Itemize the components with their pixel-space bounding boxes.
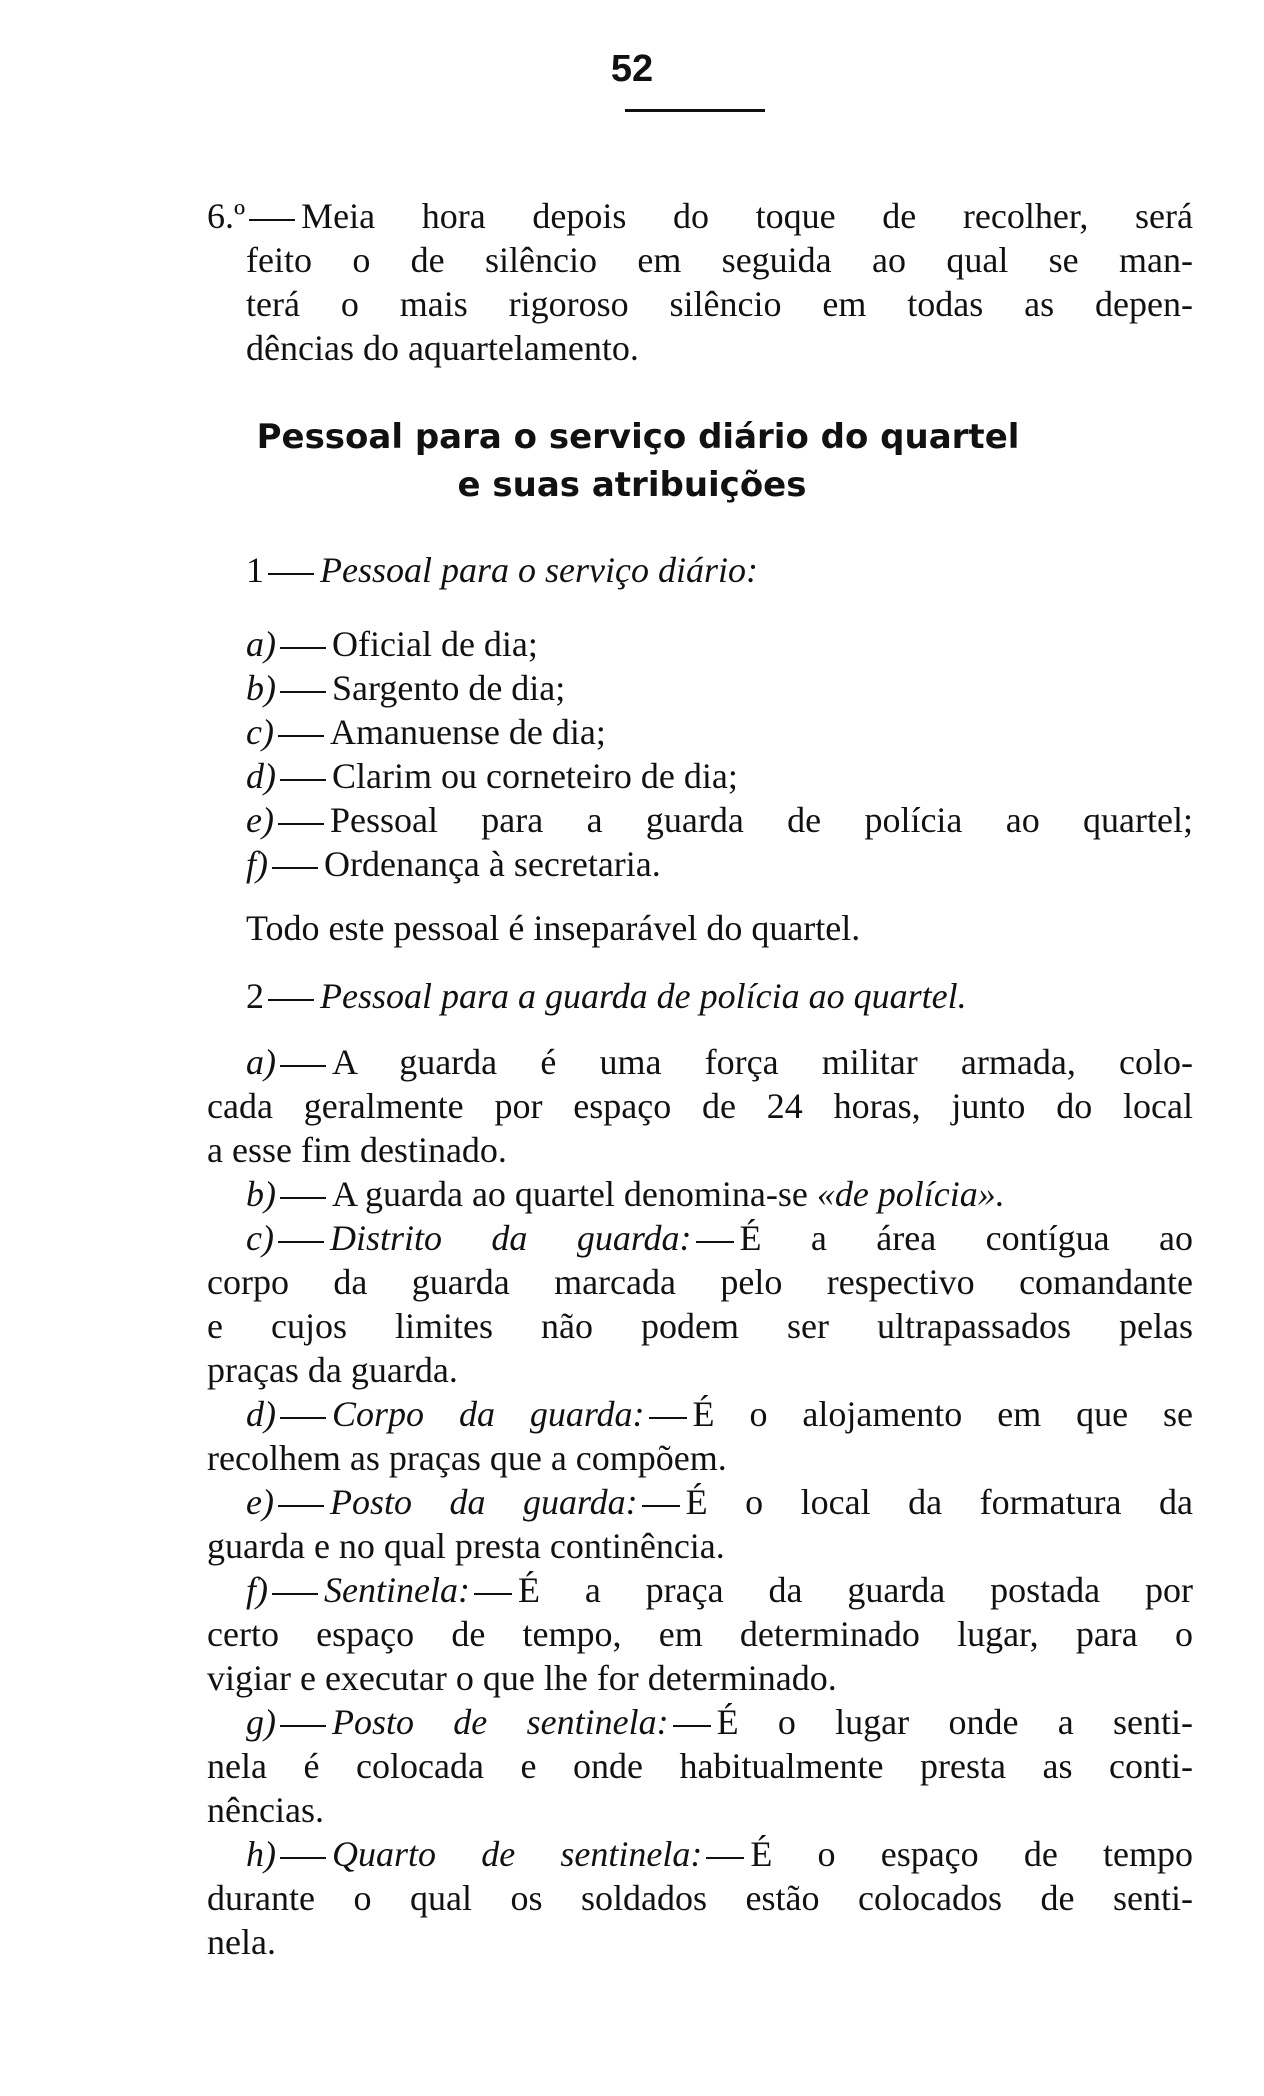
em-dash [280, 647, 326, 649]
part2-e-line2: guarda e no qual presta continência. [207, 1526, 725, 1566]
em-dash [280, 1725, 326, 1727]
item6-line3: terá o mais rigoroso silêncio em todas as depen- [246, 284, 1193, 324]
em-dash [642, 1505, 680, 1507]
item-text: Ordenança à secretaria. [324, 844, 661, 884]
item-text: Sargento de dia; [332, 668, 566, 708]
em-dash [673, 1725, 711, 1727]
section-title-line2: e suas atribuições [457, 465, 807, 505]
em-dash [706, 1857, 744, 1859]
item-text: Amanuense de dia; [329, 712, 606, 752]
part2-h-line1 [246, 1832, 1193, 1876]
item-letter: h) [246, 1834, 276, 1874]
item-text: Pessoal para a guarda de polícia ao quartel; [329, 800, 1193, 840]
part2-f-line2: certo espaço de tempo, em determinado lugar, para o [207, 1614, 1193, 1654]
part2-c-line4: praças da guarda. [207, 1350, 458, 1390]
part2-title-text: Pessoal para a guarda de polícia ao quartel. [320, 976, 967, 1016]
part2-g-line3: nências. [207, 1790, 324, 1830]
list-item [246, 622, 538, 666]
em-dash [268, 999, 314, 1001]
em-dash [280, 779, 326, 781]
em-dash [278, 1241, 324, 1243]
list-item [246, 842, 661, 886]
page-number-rule [625, 109, 765, 112]
em-dash [272, 867, 318, 869]
part1-number: 1 [246, 550, 264, 590]
em-dash [649, 1417, 687, 1419]
item-letter: d) [246, 756, 276, 796]
em-dash [278, 735, 324, 737]
item-term: Corpo da guarda: [332, 1394, 645, 1434]
item-text: Clarim ou corneteiro de dia; [332, 756, 738, 796]
part2-d-line2: recolhem as praças que a compõem. [207, 1438, 727, 1478]
part2-title [246, 974, 967, 1018]
item-term: Posto de sentinela: [332, 1702, 669, 1742]
item-letter: g) [246, 1702, 276, 1742]
item6-number: 6.º [207, 196, 246, 236]
item-letter: e) [246, 800, 274, 840]
em-dash [280, 1417, 326, 1419]
part2-g-line2: nela é colocada e onde habitualmente presta as conti- [207, 1746, 1193, 1786]
item-letter: a) [246, 1042, 276, 1082]
em-dash [278, 1505, 324, 1507]
part2-h-line2: durante o qual os soldados estão colocados de senti- [207, 1878, 1193, 1918]
part2-number: 2 [246, 976, 264, 1016]
item-letter: a) [246, 624, 276, 664]
item-letter: c) [246, 712, 274, 752]
em-dash [280, 691, 326, 693]
part2-c-line1 [246, 1216, 1193, 1260]
item-text: É a praça da guarda postada por [517, 1570, 1193, 1610]
list-item [246, 710, 606, 754]
em-dash [474, 1593, 512, 1595]
part1-title [246, 548, 758, 592]
part2-f-line3: vigiar e executar o que lhe for determinado. [207, 1658, 837, 1698]
item-letter: e) [246, 1482, 274, 1522]
part2-h-line3: nela. [207, 1922, 276, 1962]
part2-e-line1 [246, 1480, 1193, 1524]
item-letter: b) [246, 668, 276, 708]
part2-b-line1 [246, 1172, 1005, 1216]
part2-a-line3: a esse fim destinado. [207, 1130, 507, 1170]
part2-c-line3: e cujos limites não podem ser ultrapassados pelas [207, 1306, 1193, 1346]
item-text: É a área contígua ao [739, 1218, 1193, 1258]
part2-a-line1 [246, 1040, 1193, 1084]
em-dash [249, 219, 295, 221]
part2-c-line2: corpo da guarda marcada pelo respectivo comandante [207, 1262, 1193, 1302]
part2-g-line1 [246, 1700, 1193, 1744]
item6-line2: feito o de silêncio em seguida ao qual se man- [246, 240, 1193, 280]
em-dash [272, 1593, 318, 1595]
item-quote: «de polícia». [816, 1174, 1005, 1214]
item6-line4: dências do aquartelamento. [246, 328, 639, 368]
item-letter: f) [246, 844, 268, 884]
part1-title-text: Pessoal para o serviço diário: [320, 550, 758, 590]
em-dash [280, 1857, 326, 1859]
part2-d-line1 [246, 1392, 1193, 1436]
item-term: Posto da guarda: [329, 1482, 638, 1522]
item6-text-line1: Meia hora depois do toque de recolher, será [301, 196, 1193, 236]
em-dash [278, 823, 324, 825]
item-term: Distrito da guarda: [329, 1218, 692, 1258]
item-text: É o local da formatura da [685, 1482, 1193, 1522]
item-letter: c) [246, 1218, 274, 1258]
item-text: É o alojamento em que se [692, 1394, 1193, 1434]
item-term: Quarto de sentinela: [332, 1834, 703, 1874]
item-text: A guarda é uma força militar armada, colo- [332, 1042, 1193, 1082]
item-text: A guarda ao quartel denomina-se [332, 1174, 808, 1214]
page-number: 52 [610, 48, 654, 90]
item-term: Sentinela: [324, 1570, 470, 1610]
item-letter: d) [246, 1394, 276, 1434]
part1-note: Todo este pessoal é inseparável do quartel. [246, 908, 861, 948]
item-text: É o lugar onde a senti- [716, 1702, 1193, 1742]
item6-line1 [207, 194, 1193, 238]
item-text: Oficial de dia; [332, 624, 538, 664]
item-letter: b) [246, 1174, 276, 1214]
item-letter: f) [246, 1570, 268, 1610]
em-dash [280, 1065, 326, 1067]
em-dash [268, 573, 314, 575]
part2-f-line1 [246, 1568, 1193, 1612]
part2-a-line2: cada geralmente por espaço de 24 horas, junto do local [207, 1086, 1193, 1126]
list-item [246, 666, 565, 710]
section-title-line1: Pessoal para o serviço diário do quartel [256, 417, 1020, 457]
em-dash [696, 1241, 734, 1243]
em-dash [280, 1197, 326, 1199]
item-text: É o espaço de tempo [750, 1834, 1194, 1874]
list-item [246, 754, 738, 798]
list-item [246, 798, 1193, 842]
